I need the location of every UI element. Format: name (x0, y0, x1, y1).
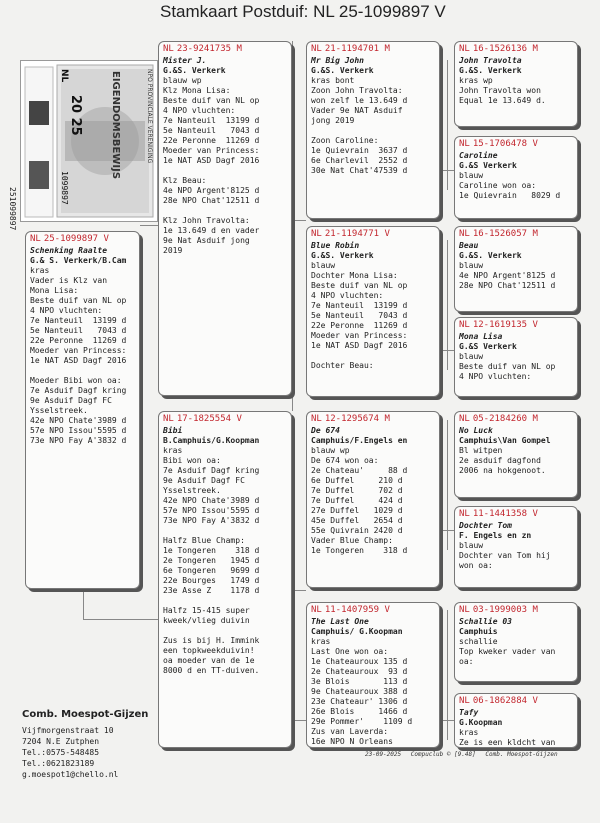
ring-number (459, 44, 573, 55)
pigeon-note-line: 22e Peronne 11269 d (311, 321, 408, 330)
pigeon-owner: G.&S Verkerk (459, 161, 517, 170)
pigeon-color: kras bont (311, 76, 355, 85)
ring-number (459, 139, 573, 150)
ring-number (163, 414, 287, 425)
pigeon-card-mother-father[interactable] (306, 411, 440, 588)
pigeon-note-line: Moeder van Princess: (30, 346, 127, 355)
pigeon-note-line: 26e Blois 1466 d (311, 707, 408, 716)
pigeon-note-line: 1e NAT ASD Dagf 2016 (163, 156, 260, 165)
pigeon-card-main[interactable] (25, 231, 140, 589)
pigeon-card-father-father[interactable] (306, 41, 440, 219)
pigeon-owner: G.&S. Verkerk (459, 251, 522, 260)
ring-prefix: NL (311, 44, 322, 54)
ring-number (459, 696, 573, 707)
pigeon-note-line: 1e NAT ASD Dagf 2016 (30, 356, 127, 365)
pigeon-note-line: Ze is een kldcht van (459, 738, 556, 747)
pigeon-color: blauw wp (311, 446, 350, 455)
pigeon-color: blauw (459, 541, 484, 550)
pigeon-note-line: 7e Asduif Dagf kring (163, 466, 260, 475)
pigeon-note-line: Dochter Beau: (311, 361, 374, 370)
pigeon-note-line: Top kweker vader van (459, 647, 556, 656)
pigeon-note-line: Vader Blue Champ: (311, 536, 393, 545)
ring-prefix: NL (459, 509, 470, 519)
pigeon-note-line: 2e Chateauroux 93 d (311, 667, 408, 676)
pigeon-name: The Last One (311, 617, 369, 626)
ring-number (30, 234, 135, 245)
owner-block (22, 708, 148, 780)
ring-id: 23-9241735 M (176, 44, 242, 54)
pigeon-note-line: 5e Nanteuil 7043 d (163, 126, 260, 135)
pigeon-note-line: 45e Duffel 2654 d (311, 516, 403, 525)
pigeon-card-father[interactable] (158, 41, 292, 396)
pigeon-color: blauw (459, 171, 484, 180)
pigeon-note-line: 23e Chateaur' 1306 d (311, 697, 408, 706)
pigeon-name: John Travolta (459, 56, 522, 65)
pigeon-note-line: Beste duif van NL op (459, 362, 556, 371)
print-footer (365, 751, 558, 758)
pigeon-owner: G.&S. Verkerk (311, 66, 374, 75)
ring-id: 12-1619135 V (472, 320, 538, 330)
pigeon-note-line: 30e Nat Chat'47539 d (311, 166, 408, 175)
pigeon-name: Dochter Tom (459, 521, 512, 530)
pigeon-note-line: De 674 won oa: (311, 456, 379, 465)
certificate-club: NPO PROVINCIALE VERENIGING (146, 69, 153, 164)
pigeon-note-line: 22e Bourges 1749 d (163, 576, 260, 585)
ring-id: 11-1407959 V (324, 605, 390, 615)
owner-phone-2: Tel.:0621823189 (22, 759, 95, 768)
pigeon-note-line: 1e 13.649 d en vader (163, 226, 260, 235)
pigeon-note-line: 28e NPO Chat'12511 d (459, 281, 556, 290)
pigeon-note-line: Dochter van Tom hij (459, 551, 551, 560)
pigeon-color: blauw wp (163, 76, 202, 85)
owner-phone-1: Tel.:0575-548485 (22, 748, 100, 757)
pigeon-color: kras (163, 446, 183, 455)
pigeon-color: kras (30, 266, 50, 275)
pigeon-note-line: 4 NPO vluchten: (30, 306, 103, 315)
pigeon-color: blauw (459, 352, 484, 361)
pigeon-owner: G.& S. Verkerk/B.Cam (30, 256, 127, 265)
pigeon-name: Schenking Raalte (30, 246, 108, 255)
pigeon-note-line (311, 351, 435, 361)
pigeon-owner: G.&S. Verkerk (459, 66, 522, 75)
pigeon-note-line: 6e Tongeren 9699 d (163, 566, 260, 575)
ring-id: 05-2184260 M (472, 414, 538, 424)
pigeon-note-line (163, 166, 287, 176)
ring-number (311, 605, 435, 616)
ring-prefix: NL (459, 605, 470, 615)
pigeon-owner: G.&S. Verkerk (311, 251, 374, 260)
pigeon-name: Blue Robin (311, 241, 360, 250)
pigeon-card-fmm[interactable] (454, 317, 578, 397)
pigeon-note-line: 5e Nanteuil 7043 d (30, 326, 127, 335)
pigeon-color: blauw (459, 261, 484, 270)
pigeon-note-line (30, 366, 135, 376)
pigeon-note-line: Beste duif van NL op (311, 281, 408, 290)
print-software: Compuclub © [9.48] (410, 751, 476, 758)
pigeon-note-line: 3e Blois 113 d (311, 677, 408, 686)
pigeon-note-line: 9e Nat Asduif jong (163, 236, 250, 245)
pigeon-note-line: Moeder van Princess: (163, 146, 260, 155)
ring-prefix: NL (30, 234, 41, 244)
owner-address-city: 7204 N.E Zutphen (22, 737, 100, 746)
pigeon-owner: G.Koopman (459, 718, 503, 727)
pigeon-note-line: 73e NPO Fay A'3832 d (163, 516, 260, 525)
ring-id: 06-1862884 V (472, 696, 538, 706)
pigeon-note-line: 73e NPO Fay A'3832 d (30, 436, 127, 445)
ring-prefix: NL (459, 320, 470, 330)
pigeon-note-line: 9e Asduif Dagf FC (163, 476, 245, 485)
ring-prefix: NL (459, 696, 470, 706)
pigeon-note-line: 1e Tongeren 318 d (163, 546, 260, 555)
pigeon-note-line: Beste duif van NL op (163, 96, 260, 105)
ring-id: 21-1194701 M (324, 44, 390, 54)
pigeon-note-line: 9e Asduif Dagf FC (30, 396, 112, 405)
pigeon-note-line: Halfz Blue Champ: (163, 536, 245, 545)
pigeon-note-line: Moeder van Princess: (311, 331, 408, 340)
pigeon-note-line: Zoon John Travolta: (311, 86, 403, 95)
certificate-number: 20 25 (68, 95, 83, 136)
pigeon-note-line (311, 126, 435, 136)
pigeon-note-line: 2e asduif dagfond (459, 456, 541, 465)
certificate-ring-number: 1099897 (60, 171, 69, 205)
pigeon-note-line: 7e Asduif Dagf kring (30, 386, 127, 395)
pigeon-note-line: 1e NAT ASD Dagf 2016 (311, 341, 408, 350)
pigeon-note-line: Last One won oa: (311, 647, 389, 656)
pigeon-note-line: Equal 1e 13.649 d. (459, 96, 546, 105)
pigeon-note-line: Zus van Laverda: (311, 727, 389, 736)
pigeon-owner: G.&S Verkerk (459, 342, 517, 351)
pigeon-note-line: kweek/vlieg duivin (163, 616, 250, 625)
ring-prefix: NL (459, 229, 470, 239)
pigeon-note-line: 7e Nanteuil 13199 d (163, 116, 260, 125)
pigeon-note-line: Ysselstreek. (163, 486, 221, 495)
pigeon-note-line: 16e NPO N Orleans (311, 737, 393, 746)
pigeon-note-line: 6e Charlevil 2552 d (311, 156, 408, 165)
pigeon-note-line: Moeder Bibi won oa: (30, 376, 122, 385)
pigeon-note-line: Caroline won oa: (459, 181, 537, 190)
pigeon-card-mmf[interactable] (454, 602, 578, 682)
ring-prefix: NL (459, 414, 470, 424)
pigeon-card-mmm[interactable] (454, 693, 578, 748)
pigeon-note-line: 5e Nanteuil 7043 d (311, 311, 408, 320)
pigeon-note-line: Ysselstreek. (30, 406, 88, 415)
pigeon-owner: Camphuis/ G.Koopman (311, 627, 403, 636)
pigeon-note-line: 28e NPO Chat'12511 d (163, 196, 260, 205)
owner-name: Comb. Moespot-Gijzen (22, 709, 149, 720)
ring-id: 25-1099897 V (43, 234, 109, 244)
pigeon-note-line (163, 596, 287, 606)
certificate-image (21, 61, 157, 221)
pigeon-note-line: won oa: (459, 561, 493, 570)
pigeon-note-line: Vader 9e NAT Asduif (311, 106, 403, 115)
pigeon-note-line: 7e Duffel 702 d (311, 486, 403, 495)
pigeon-note-line: Beste duif van NL op (30, 296, 127, 305)
ring-id: 16-1526136 M (472, 44, 538, 54)
pigeon-note-line: 42e NPO Chate'3989 d (30, 416, 127, 425)
ring-prefix: NL (311, 605, 322, 615)
page-title: Stamkaart Postduif: NL 25-1099897 V (160, 2, 446, 21)
pigeon-note-line (163, 526, 287, 536)
ring-prefix: NL (459, 139, 470, 149)
pigeon-name: Mona Lisa (459, 332, 503, 341)
pigeon-note-line: 27e Duffel 1029 d (311, 506, 403, 515)
ring-prefix: NL (163, 44, 174, 54)
ownership-certificate (8, 60, 158, 231)
pigeon-card-ffm[interactable] (454, 136, 578, 219)
pigeon-name: De 674 (311, 426, 340, 435)
pigeon-name: Bibi (163, 426, 183, 435)
pigeon-note-line: 8000 d en TT-duiven. (163, 666, 260, 675)
pigeon-card-mother[interactable] (158, 411, 292, 748)
pigeon-color: Bl witpen (459, 446, 503, 455)
pigeon-note-line: 4 NPO vluchten: (311, 291, 384, 300)
pigeon-note-line: 42e NPO Chate'3989 d (163, 496, 260, 505)
pigeon-note-line: jong 2019 (311, 116, 355, 125)
pigeon-name: Tafy (459, 708, 479, 717)
pigeon-card-father-mother[interactable] (306, 226, 440, 397)
pigeon-owner: Camphuis/F.Engels en (311, 436, 408, 445)
certificate-vertical-number: 251099897 (8, 187, 17, 231)
pigeon-note-line: 2006 na hokgenoot. (459, 466, 546, 475)
pigeon-color: kras wp (459, 76, 493, 85)
pigeon-note-line: oa moeder van de 1e (163, 656, 255, 665)
pigeon-note-line: 55e Quivrain 2420 d (311, 526, 403, 535)
ring-id: 03-1999003 M (472, 605, 538, 615)
ring-id: 17-1825554 V (176, 414, 242, 424)
pigeon-note-line: Zus is bij H. Immink (163, 636, 260, 645)
pigeon-color: blauw (311, 261, 336, 270)
pigeon-name: Caroline (459, 151, 498, 160)
pigeon-note-line: won zelf le 13.649 d (311, 96, 408, 105)
owner-address-street: Vijfmorgenstraat 10 (22, 726, 114, 735)
pigeon-note-line (163, 206, 287, 216)
pigeon-note-line: Halfz 15-415 super (163, 606, 250, 615)
pigeon-card-fmf[interactable] (454, 226, 578, 312)
pigeon-owner: B.Camphuis/G.Koopman (163, 436, 260, 445)
pigeon-note-line: Klz Beau: (163, 176, 207, 185)
ring-number (459, 509, 573, 520)
pigeon-note-line: Mona Lisa: (30, 286, 79, 295)
pigeon-owner: G.&S. Verkerk (163, 66, 226, 75)
pigeon-name: Beau (459, 241, 479, 250)
ring-number (459, 320, 573, 331)
pigeon-note-line: 22e Peronne 11269 d (163, 136, 260, 145)
pigeon-note-line: 4e NPO Argent'8125 d (459, 271, 556, 280)
pigeon-name: Mister J. (163, 56, 207, 65)
pigeon-note-line: 57e NPO Issou'5595 d (30, 426, 127, 435)
pigeon-note-line: Vader is Klz van (30, 276, 108, 285)
pigeon-card-mother-mother[interactable] (306, 602, 440, 748)
pigeon-card-fff[interactable] (454, 41, 578, 127)
pigeon-note-line: 1e Tongeren 318 d (311, 546, 408, 555)
pigeon-note-line: 4 NPO vluchten: (459, 372, 532, 381)
pigeon-color: kras (311, 637, 331, 646)
certificate-band-text: EIGENDOMSBEWIJS (110, 71, 121, 180)
pigeon-note-line: 7e Nanteuil 13199 d (311, 301, 408, 310)
pigeon-note-line: 57e NPO Issou'5595 d (163, 506, 260, 515)
ring-prefix: NL (311, 229, 322, 239)
pigeon-color: schallie (459, 637, 498, 646)
pigeon-note-line: een topkweekduivin! (163, 646, 255, 655)
ring-number (311, 414, 435, 425)
pigeon-owner: Camphuis\Van Gompel (459, 436, 551, 445)
pigeon-note-line: 2019 (163, 246, 183, 255)
pigeon-owner: F. Engels en zn (459, 531, 532, 540)
pigeon-note-line: 7e Duffel 424 d (311, 496, 403, 505)
pigeon-name: Schallie 03 (459, 617, 512, 626)
pigeon-note-line: 4 NPO vluchten: (163, 106, 236, 115)
pigeon-color: kras (459, 728, 479, 737)
pigeon-note-line: 1e Quievrain 3637 d (311, 146, 408, 155)
certificate-ring-label: NL (59, 69, 69, 83)
pigeon-owner: Camphuis (459, 627, 498, 636)
print-date: 23-09-2025 (365, 751, 402, 758)
pigeon-note-line: 6e Duffel 210 d (311, 476, 403, 485)
pigeon-note-line: 2e Tongeren 1945 d (163, 556, 260, 565)
pigeon-note-line: 22e Peronne 11269 d (30, 336, 127, 345)
ring-id: 15-1706478 V (472, 139, 538, 149)
pigeon-note-line: oa: (459, 657, 474, 666)
pigeon-note-line: 23e Asse Z 1178 d (163, 586, 260, 595)
pigeon-note-line: Klz Mona Lisa: (163, 86, 231, 95)
ring-number (459, 229, 573, 240)
pigeon-note-line: Dochter Mona Lisa: (311, 271, 398, 280)
ring-prefix: NL (459, 44, 470, 54)
ring-id: 21-1194771 V (324, 229, 390, 239)
pigeon-note-line: Klz John Travolta: (163, 216, 250, 225)
ring-id: 12-1295674 M (324, 414, 390, 424)
pigeon-note-line: 1e Chateauroux 135 d (311, 657, 408, 666)
ring-id: 11-1441358 V (472, 509, 538, 519)
ring-number (311, 44, 435, 55)
pigeon-note-line: 1e Quievrain 8029 d (459, 191, 561, 200)
pigeon-name: Mr Big John (311, 56, 364, 65)
ring-number (163, 44, 287, 55)
ring-prefix: NL (163, 414, 174, 424)
pigeon-note-line: 7e Nanteuil 13199 d (30, 316, 127, 325)
pigeon-card-mff[interactable] (454, 411, 578, 498)
ring-number (459, 414, 573, 425)
pigeon-note-line: Zoon Caroline: (311, 136, 379, 145)
pigeon-name: No Luck (459, 426, 493, 435)
pigeon-note-line: 29e Pommer' 1109 d (311, 717, 413, 726)
pigeon-note-line (163, 626, 287, 636)
pigeon-card-mfm[interactable] (454, 506, 578, 588)
ring-number (311, 229, 435, 240)
owner-email[interactable]: g.moespot1@chello.nl (22, 770, 119, 779)
ring-number (459, 605, 573, 616)
print-owner: Comb. Moespot-Gijzen (485, 751, 558, 758)
pigeon-note-line: John Travolta won (459, 86, 541, 95)
ring-id: 16-1526057 M (472, 229, 538, 239)
ring-prefix: NL (311, 414, 322, 424)
pigeon-note-line: 9e Chateauroux 388 d (311, 687, 408, 696)
pigeon-note-line: 2e Chateau' 88 d (311, 466, 408, 475)
pigeon-note-line: Bibi won oa: (163, 456, 221, 465)
pigeon-note-line: 4e NPO Argent'8125 d (163, 186, 260, 195)
